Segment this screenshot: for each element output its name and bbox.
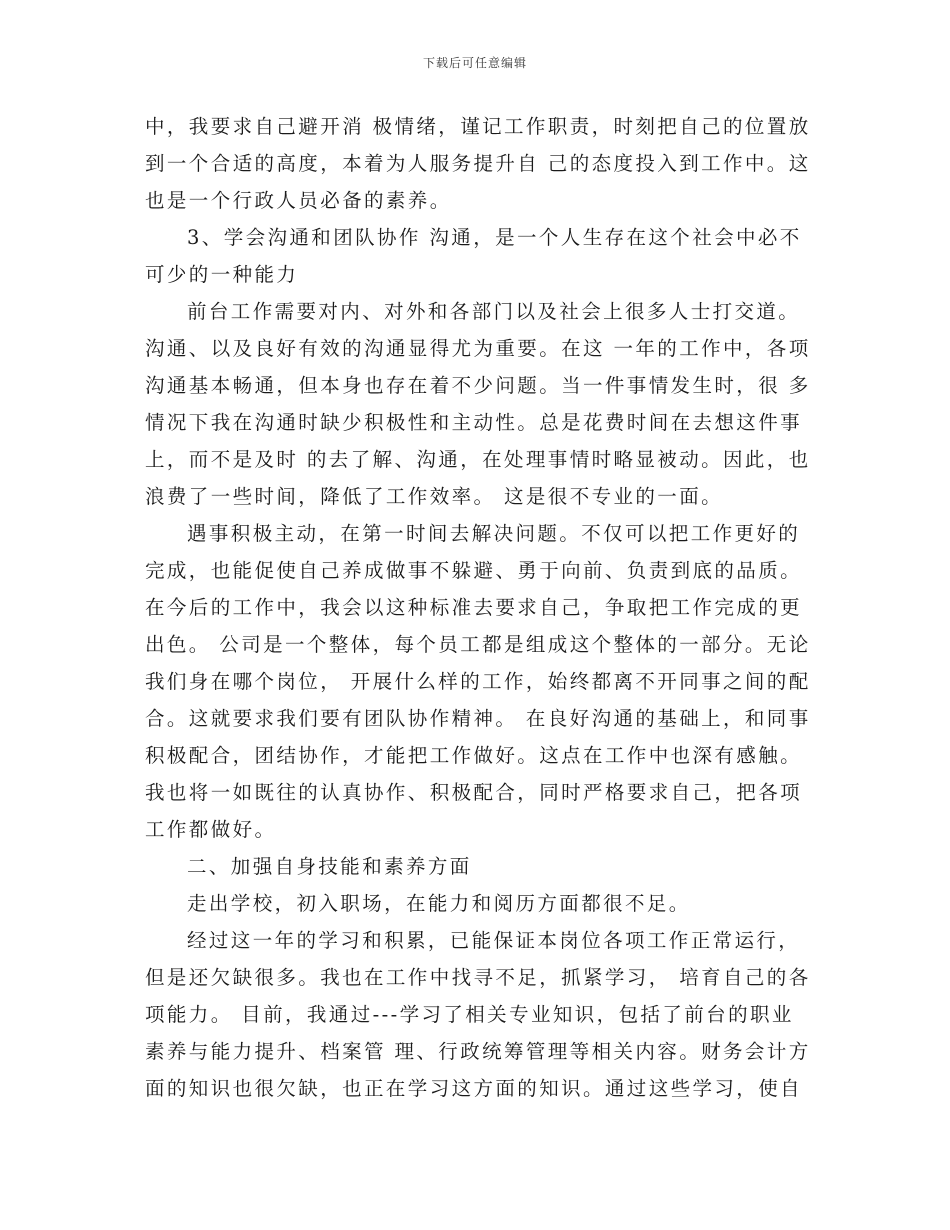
text-line: 浪费了一些时间，降低了工作效率。 这是很不专业的一面。: [145, 485, 723, 508]
text-line: 工作都做好。: [145, 818, 277, 841]
text-line: 项能力。 目前，我通过---学习了相关专业知识，包括了前台的职业: [145, 1003, 794, 1026]
text-line: 出色。 公司是一个整体，每个员工都是组成这个整体的一部分。无论: [145, 633, 811, 656]
text-line: 沟通基本畅通，但本身也存在着不少问题。当一件事情发生时，很 多: [145, 374, 811, 397]
text-line: 走出学校，初入职场，在能力和阅历方面都很不足。: [187, 892, 691, 915]
text-line: 前台工作需要对内、对外和各部门以及社会上很多人士打交道。: [187, 300, 801, 323]
text-line: 可少的一种能力: [145, 263, 299, 286]
text-line: 沟通、以及良好有效的沟通显得尤为重要。在这 一年的工作中，各项: [145, 337, 811, 360]
text-line: 二、加强自身技能和素养方面: [187, 855, 472, 878]
text-line: 遇事积极主动，在第一时间去解决问题。不仅可以把工作更好的: [187, 522, 801, 545]
text-line: 情况下我在沟通时缺少积极性和主动性。总是花费时间在去想这件事: [145, 411, 803, 434]
text-line: 3、学会沟通和团队协作 沟通，是一个人生存在这个社会中必不: [187, 226, 802, 249]
text-line: 我也将一如既往的认真协作、积极配合，同时严格要求自己，把各项: [145, 781, 803, 804]
text-line: 也是一个行政人员必备的素养。: [145, 189, 452, 212]
text-line: 但是还欠缺很多。我也在工作中找寻不足，抓紧学习， 培育自己的各: [145, 966, 811, 989]
text-line: 经过这一年的学习和积累，已能保证本岗位各项工作正常运行，: [187, 929, 801, 952]
text-line: 到一个合适的高度，本着为人服务提升自 己的态度投入到工作中。这: [145, 152, 811, 175]
text-line: 完成，也能促使自己养成做事不躲避、勇于向前、负责到底的品质。: [145, 559, 803, 582]
text-line: 合。这就要求我们要有团队协作精神。 在良好沟通的基础上，和同事: [145, 707, 811, 730]
page-header: 下载后可任意编辑: [422, 56, 527, 70]
text-line: 中，我要求自己避开消 极情绪，谨记工作职责，时刻把自己的位置放: [145, 115, 811, 138]
text-line: 我们身在哪个岗位， 开展什么样的工作，始终都离不开同事之间的配: [145, 670, 811, 693]
text-line: 上，而不是及时 的去了解、沟通，在处理事情时略显被动。因此，也: [145, 448, 811, 471]
text-line: 面的知识也很欠缺，也正在学习这方面的知识。通过这些学习，使自: [145, 1077, 803, 1100]
text-line: 素养与能力提升、档案管 理、行政统筹管理等相关内容。财务会计方: [145, 1040, 811, 1063]
text-line: 积极配合，团结协作，才能把工作做好。这点在工作中也深有感触。: [145, 744, 803, 767]
document-body: [145, 108, 810, 1107]
text-line: 在今后的工作中，我会以这种标准去要求自己，争取把工作完成的更: [145, 596, 803, 619]
